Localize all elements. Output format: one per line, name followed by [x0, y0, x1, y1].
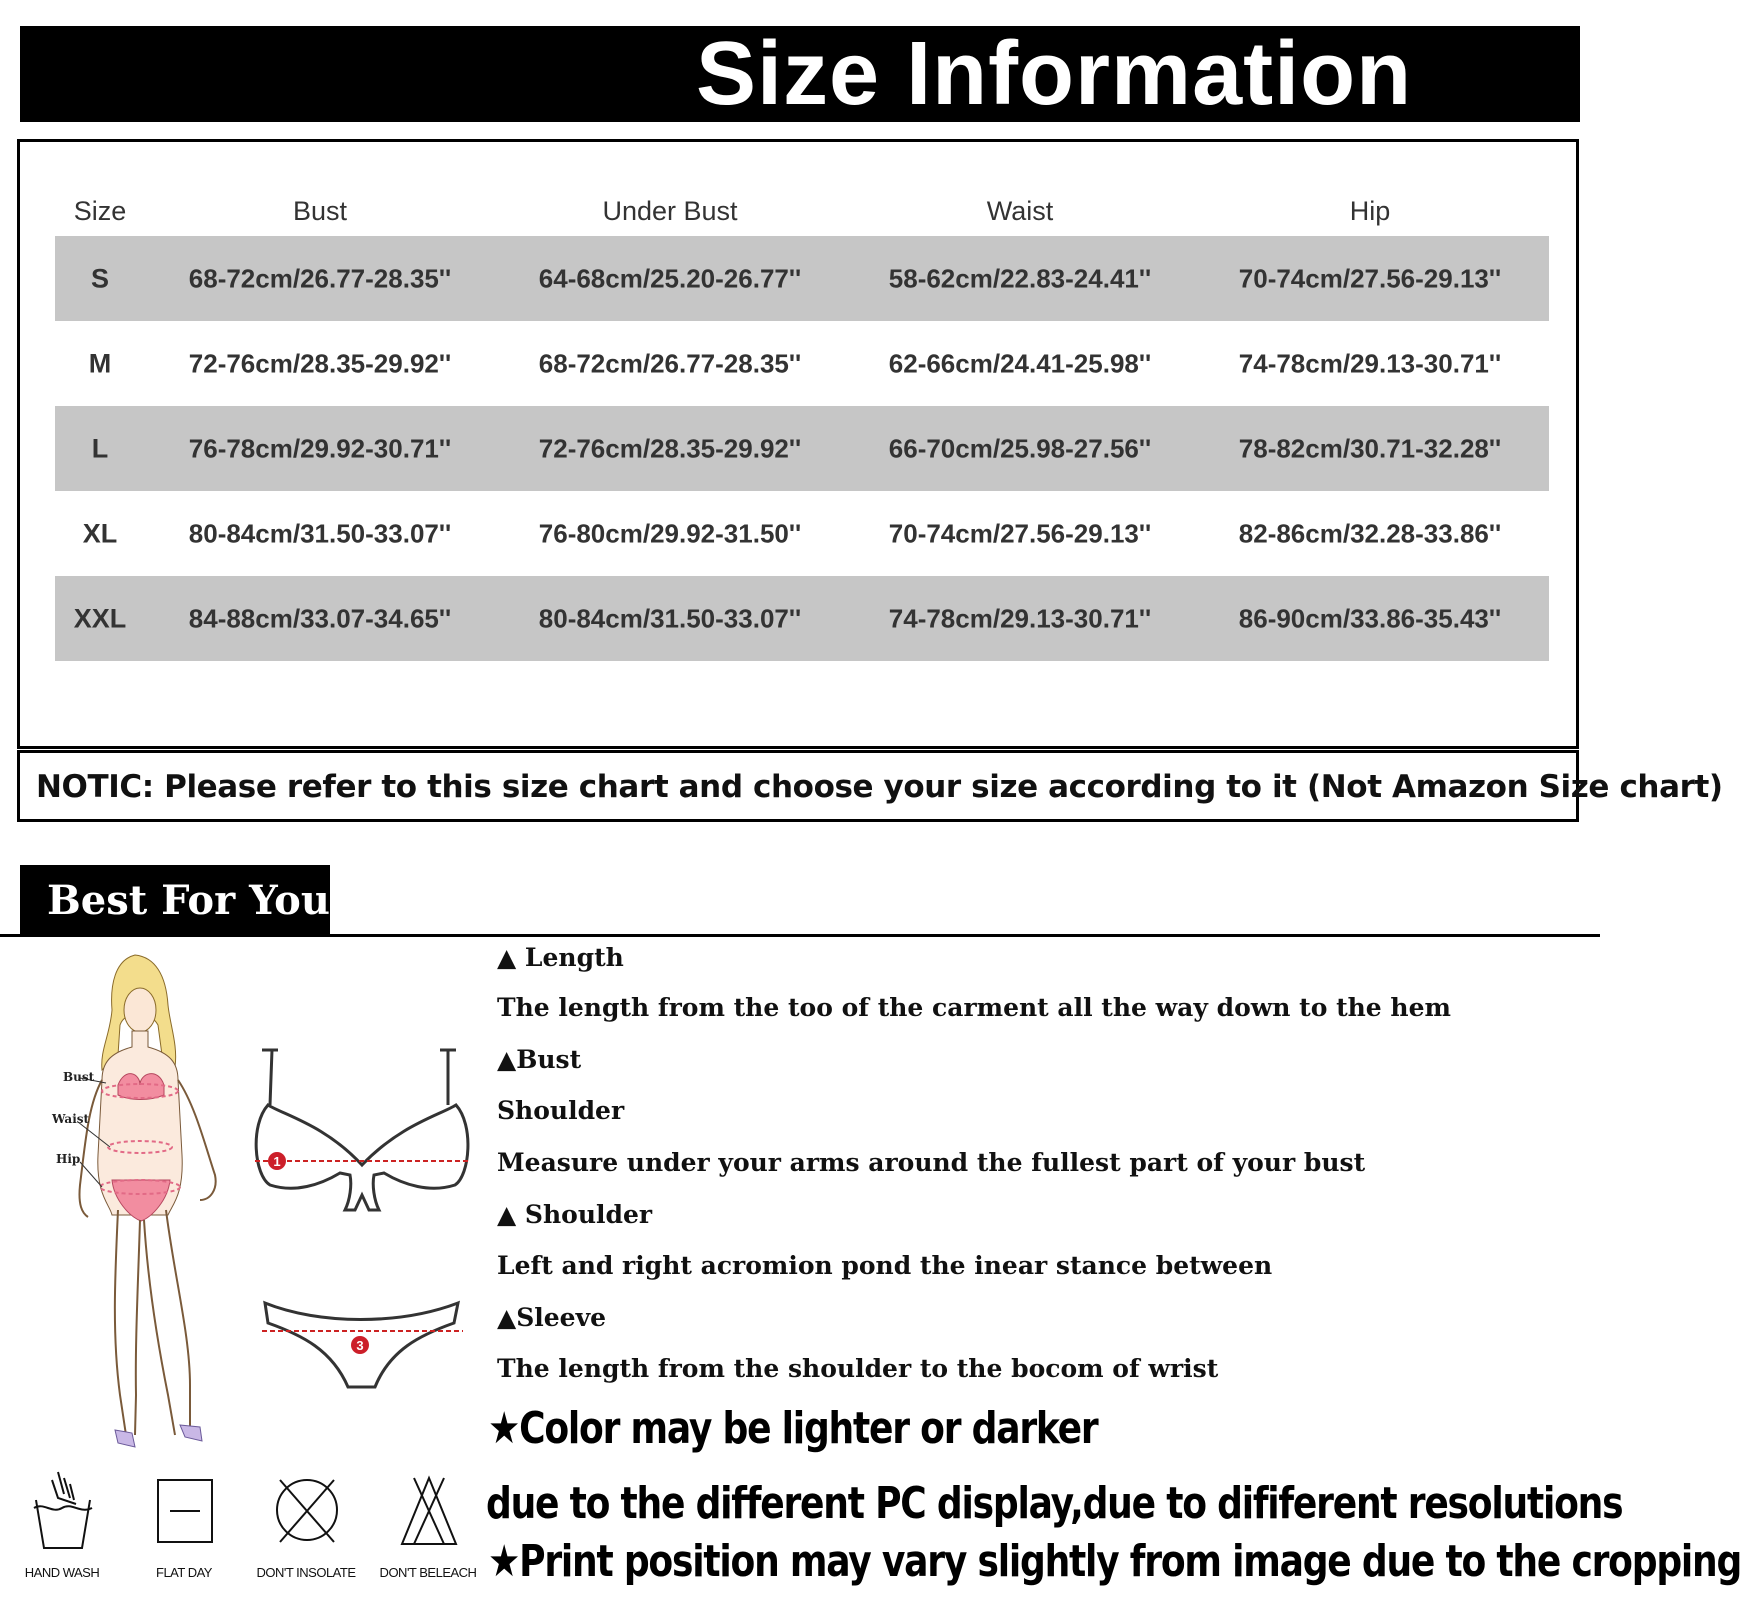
cell-hip: 86-90cm/33.86-35.43'': [1238, 603, 1502, 633]
flat-dry-label: FLAT DAY: [156, 1565, 212, 1580]
print-note: ★Print position may vary slightly from image due to the cropping: [488, 1536, 1741, 1587]
length-text: The length from the too of the carment all the way down to the hem: [497, 993, 1451, 1022]
do-not-bleach-icon: [384, 1470, 474, 1550]
bra-diagram: [250, 1045, 475, 1220]
cell-under-bust: 72-76cm/28.35-29.92'': [538, 433, 802, 463]
cell-bust: 84-88cm/33.07-34.65'': [188, 603, 452, 633]
column-header-under-bust: Under Bust: [602, 196, 738, 226]
best-for-you-label: Best For You: [47, 877, 330, 924]
bra-marker-number: 1: [273, 1154, 281, 1169]
best-for-you-tab: [20, 865, 330, 937]
bottom-diagram: [260, 1295, 465, 1395]
column-header-hip: Hip: [1349, 196, 1391, 226]
cell-hip: 82-86cm/32.28-33.86'': [1238, 518, 1502, 548]
cell-waist: 58-62cm/22.83-24.41'': [888, 263, 1152, 293]
cell-waist: 66-70cm/25.98-27.56'': [888, 433, 1152, 463]
table-row: [55, 236, 1549, 321]
shoulder-text: Left and right acromion pond the inear stance between: [497, 1251, 1273, 1280]
size-chart-table: [17, 139, 1579, 749]
table-row: [55, 576, 1549, 661]
column-header-size: Size: [73, 196, 127, 226]
figure-label-waist: Waist: [52, 1112, 90, 1126]
cell-hip: 70-74cm/27.56-29.13'': [1238, 263, 1502, 293]
table-row: [55, 491, 1549, 576]
cell-waist: 70-74cm/27.56-29.13'': [888, 518, 1152, 548]
do-not-insolate-icon: [262, 1470, 352, 1550]
cell-bust: 72-76cm/28.35-29.92'': [188, 348, 452, 378]
hand-wash-label: HAND WASH: [24, 1565, 100, 1580]
sleeve-heading: ▲Sleeve: [497, 1303, 607, 1332]
shoulder-heading: ▲ Shoulder: [497, 1200, 653, 1229]
cell-waist: 62-66cm/24.41-25.98'': [888, 348, 1152, 378]
page-title: Size Information: [696, 24, 1413, 124]
color-note-line2: due to the different PC display,due to dififerent resolutions: [486, 1478, 1623, 1529]
bottom-marker-number: 3: [356, 1338, 364, 1353]
column-header-bust: Bust: [292, 196, 348, 226]
sleeve-text: The length from the shoulder to the bocom of wrist: [497, 1354, 1219, 1383]
bust-text: Measure under your arms around the fullest part of your bust: [497, 1148, 1366, 1177]
cell-hip: 74-78cm/29.13-30.71'': [1238, 348, 1502, 378]
do-not-insolate-label: DON'T INSOLATE: [256, 1565, 356, 1580]
hand-wash-icon: [18, 1470, 108, 1550]
cell-size: M: [88, 348, 112, 378]
color-note-line1: ★Color may be lighter or darker: [488, 1403, 1098, 1454]
cell-size: XL: [82, 518, 118, 548]
bust-heading: ▲Bust: [497, 1045, 582, 1074]
cell-size: S: [90, 263, 110, 293]
cell-waist: 74-78cm/29.13-30.71'': [888, 603, 1152, 633]
figure-label-hip: Hip: [56, 1152, 81, 1166]
cell-under-bust: 68-72cm/26.77-28.35'': [538, 348, 802, 378]
size-notice-text: NOTIC: Please refer to this size chart and choose your size according to it (Not Amazon Size chart): [36, 769, 1723, 805]
cell-hip: 78-82cm/30.71-32.28'': [1238, 433, 1502, 463]
figure-label-bust: Bust: [63, 1070, 95, 1084]
section-divider: [0, 934, 1600, 937]
cell-under-bust: 76-80cm/29.92-31.50'': [538, 518, 802, 548]
body-figure-illustration: [40, 955, 240, 1455]
table-header-row: [20, 196, 1576, 236]
length-heading: ▲ Length: [497, 943, 624, 972]
do-not-bleach-label: DON'T BELEACH: [379, 1565, 477, 1580]
cell-bust: 68-72cm/26.77-28.35'': [188, 263, 452, 293]
cell-size: XXL: [73, 603, 127, 633]
cell-under-bust: 80-84cm/31.50-33.07'': [538, 603, 802, 633]
cell-under-bust: 64-68cm/25.20-26.77'': [538, 263, 802, 293]
table-row: [55, 406, 1549, 491]
cell-bust: 76-78cm/29.92-30.71'': [188, 433, 452, 463]
bust-subheading: Shoulder: [497, 1096, 625, 1125]
size-notice-box: [17, 750, 1723, 822]
flat-dry-icon: [140, 1470, 230, 1550]
cell-size: L: [91, 433, 109, 463]
table-row: [55, 321, 1549, 406]
column-header-waist: Waist: [986, 196, 1054, 226]
cell-bust: 80-84cm/31.50-33.07'': [188, 518, 452, 548]
size-info-banner: [20, 26, 1580, 122]
